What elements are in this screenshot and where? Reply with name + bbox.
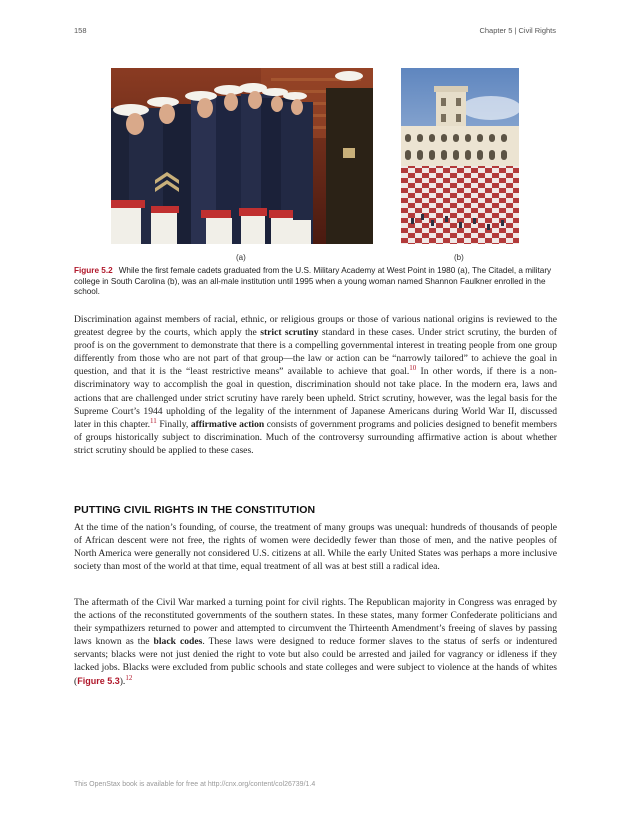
p1-text-1: Discrimination against members of racial, ethnic, or religious groups or those of various national origins is reviewed to the greatest degree by the courts, which apply the bbox=[74, 314, 557, 339]
footer-availability-note: This OpenStax book is available for free at http://cnx.org/content/col26739/1.4 bbox=[74, 781, 316, 788]
p3-text-1: The aftermath of the Civil War marked a turning point for civil rights. The Republican majority in Congress was enraged by the actions of the reconstituted governments of the southern states. In these states, many former Confederate politicians and their sympathizers returned to power and attempted to circumvent the Thirteenth Amendment’s freeing of slaves by passing laws known as the bbox=[74, 597, 557, 648]
chapter-title: Chapter 5 | Civil Rights bbox=[479, 26, 556, 35]
term-strict-scrutiny: strict scrutiny bbox=[260, 327, 319, 339]
p1-text-5: consists of government programs and policies designed to benefit members of groups historically subject to discrimination. Much of the controversy surrounding affirmative action is about whether strict scrutiny should be applied to these cases. bbox=[74, 418, 557, 456]
footnote-11-link[interactable]: 11 bbox=[150, 416, 157, 425]
p1-text-4: Finally, bbox=[156, 418, 191, 430]
page-number: 158 bbox=[74, 26, 87, 35]
p3-text-3: ). bbox=[119, 675, 126, 687]
figure-caption-text: While the first female cadets graduated from the U.S. Military Academy at West Point in 1980 (a), The Citadel, a military college in South Carolina (b), was an all-male institution until 1995 when a young woman named Shannon Faulkner enrolled in the school. bbox=[74, 266, 552, 297]
p1-text-2: standard in these cases. Under strict scrutiny, the burden of proof is on the government to demonstrate that there is a compelling governmental interest in treating people from one group differently from those who are not part of that group—the law or action can be “narrowly tailored” to achieve the goal in question, and that it is the “least restrictive means” available to achieve that goal. bbox=[74, 327, 557, 378]
paragraph-nation-founding: At the time of the nation’s founding, of course, the treatment of many groups was unequal: hundreds of thousands of people of African descent were not free, the rights of women were decidedly fewer than those of men, and the native peoples of North America were generally not considered U.S. citizens at all. While the early United States was perhaps a more inclusive society than most of the world at that time, equal treatment of all was at best still a radical idea. bbox=[74, 522, 557, 573]
footnote-12-link[interactable]: 12 bbox=[125, 673, 133, 682]
paragraph-civil-war-aftermath bbox=[74, 596, 557, 688]
figure-label: Figure 5.2 bbox=[74, 266, 113, 275]
term-black-codes: black codes bbox=[153, 636, 203, 648]
term-affirmative-action: affirmative action bbox=[190, 418, 265, 430]
figure-5-3-link[interactable]: Figure 5.3 bbox=[77, 675, 120, 686]
paragraph-strict-scrutiny bbox=[74, 313, 557, 457]
p1-text-3: In other words, if there is a non-discriminatory way to accomplish the goal in question, discrimination should not take place. In the modern era, laws and actions that are challenged under strict scrutiny have rarely been upheld. Strict scrutiny, however, was the legal basis for the Supreme Court’s 1944 upholding of the legality of the internment of Japanese Americans during World War II, discussed later in this chapter. bbox=[74, 366, 557, 430]
figure-caption bbox=[74, 266, 558, 298]
p3-text-2: . These laws were designed to reduce former slaves to the status of serfs or indentured servants; blacks were not just denied the right to vote but also could be arrested and jailed for vagrancy or idleness if they lacked jobs. Blacks were excluded from public schools and state colleges and were subject to violence at the hands of whites ( bbox=[74, 636, 557, 687]
footnote-10-link[interactable]: 10 bbox=[409, 364, 417, 373]
figure-sublabel-b: (b) bbox=[454, 253, 464, 262]
figure-sublabel-a: (a) bbox=[236, 253, 246, 262]
citadel-courtyard-photo bbox=[401, 68, 519, 244]
section-heading: PUTTING CIVIL RIGHTS IN THE CONSTITUTION bbox=[74, 504, 316, 516]
west-point-cadets-photo bbox=[111, 68, 373, 244]
